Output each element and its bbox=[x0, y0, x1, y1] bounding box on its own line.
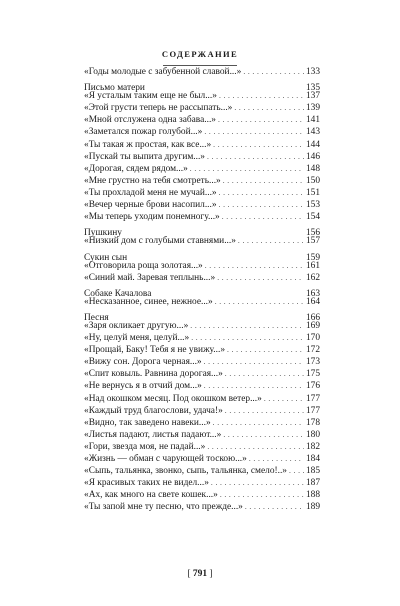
toc-dot-leader bbox=[218, 114, 304, 126]
toc-dot-leader bbox=[215, 296, 304, 308]
toc-entry-title: «Низкий дом с голубыми ставнями...» bbox=[84, 236, 236, 247]
toc-entry bbox=[84, 114, 320, 126]
toc-dot-leader bbox=[220, 489, 304, 501]
toc-entry bbox=[84, 489, 320, 501]
toc-entry-title: «Мы теперь уходим понемногу...» bbox=[84, 212, 220, 223]
toc-entry-title: «Дорогая, сядем рядом...» bbox=[84, 163, 188, 174]
toc-entry-page: 188 bbox=[305, 490, 320, 501]
toc-dot-leader bbox=[217, 272, 304, 284]
toc-entry-page: 150 bbox=[305, 175, 320, 186]
toc-entry-page: 137 bbox=[305, 91, 320, 102]
toc-entry-page: 139 bbox=[305, 103, 320, 114]
toc-dot-leader bbox=[213, 417, 304, 429]
toc-entry-page: 189 bbox=[305, 502, 320, 513]
toc-dot-leader bbox=[191, 332, 304, 344]
section-title: СОДЕРЖАНИЕ bbox=[161, 49, 239, 59]
toc-dot-leader bbox=[249, 453, 304, 465]
toc-entry bbox=[84, 175, 320, 187]
toc-dot-leader bbox=[219, 90, 304, 102]
toc-entry-page: 177 bbox=[305, 405, 320, 416]
toc-entry-title: «Листья падают, листья падают...» bbox=[84, 429, 222, 440]
toc-dot-leader bbox=[211, 477, 304, 489]
toc-entry bbox=[84, 368, 320, 380]
toc-entry-page: 166 bbox=[305, 312, 320, 323]
toc-entry-title: «Ты запой мне ту песню, что прежде...» bbox=[84, 502, 243, 513]
toc-entry-title: «Мной отслужена одна забава...» bbox=[84, 115, 216, 126]
toc-dot-leader bbox=[238, 235, 304, 247]
toc-entry bbox=[84, 308, 320, 323]
toc-entry-title: «Мне грустно на тебя смотреть...» bbox=[84, 175, 221, 186]
toc-entry-title: «Спит ковыль. Равнина дорогая...» bbox=[84, 369, 223, 380]
toc-dot-leader bbox=[190, 320, 304, 332]
toc-entry bbox=[84, 320, 320, 332]
toc-entry bbox=[84, 296, 320, 308]
toc-entry-page: 182 bbox=[305, 441, 320, 452]
toc-entry bbox=[84, 235, 320, 247]
page-number: 791 bbox=[192, 569, 208, 579]
toc-entry bbox=[84, 380, 320, 392]
toc-entry-title: «Заметался пожар голубой...» bbox=[84, 127, 203, 138]
toc-entry-title: «Заря окликает другую...» bbox=[84, 320, 189, 331]
toc-dot-leader bbox=[207, 441, 304, 453]
toc-entry-page: 184 bbox=[305, 454, 320, 464]
toc-entry bbox=[84, 247, 320, 263]
toc-entry-title: «Этой грусти теперь не рассыпать...» bbox=[84, 103, 233, 114]
left-bracket: [ bbox=[187, 569, 191, 579]
toc-entry bbox=[84, 284, 320, 299]
toc-entry bbox=[84, 90, 320, 102]
toc-dot-leader bbox=[219, 199, 304, 211]
toc-entry-title: «Сыпь, тальянка, звонко, сыпь, тальянка, смело!..» bbox=[84, 466, 287, 477]
toc-entry-page: 153 bbox=[305, 200, 320, 211]
toc-dot-leader bbox=[227, 344, 304, 356]
toc-entry bbox=[84, 417, 320, 429]
toc-entry bbox=[84, 223, 320, 239]
toc-dot-leader bbox=[124, 223, 304, 235]
toc-dot-leader bbox=[213, 139, 304, 151]
toc-entry-page: 161 bbox=[305, 260, 320, 271]
toc-entry bbox=[84, 501, 320, 513]
toc-entry bbox=[84, 477, 320, 489]
toc-entry bbox=[84, 429, 320, 441]
toc-dot-leader bbox=[264, 393, 304, 405]
toc-entry-title: Песня bbox=[84, 312, 109, 323]
toc-dot-leader bbox=[225, 405, 304, 417]
toc-dot-leader bbox=[190, 163, 304, 175]
toc-entry-title: «Прощай, Баку! Тебя я не увижу...» bbox=[84, 345, 226, 356]
toc-entry-title: «Не вернусь я в отчий дом...» bbox=[84, 381, 202, 392]
toc-entry-title: «Ну, целуй меня, целуй...» bbox=[84, 333, 190, 344]
toc-entry-page: 163 bbox=[305, 288, 320, 299]
toc-entry-page: 144 bbox=[305, 139, 320, 150]
toc-entry-title: «Годы молодые с забубенной славой...» bbox=[84, 67, 242, 77]
toc-entry-title: «Ты прохладой меня не мучай...» bbox=[84, 187, 217, 198]
toc-entry bbox=[84, 151, 320, 163]
toc-entry bbox=[84, 356, 320, 368]
toc-dot-leader bbox=[223, 175, 304, 187]
toc-entry-page: 178 bbox=[305, 417, 320, 428]
toc-dot-leader bbox=[243, 66, 304, 78]
toc-entry bbox=[84, 78, 320, 94]
toc-entry-title: Сукин сын bbox=[84, 252, 128, 263]
toc-entry bbox=[84, 441, 320, 453]
toc-entry-page: 185 bbox=[305, 466, 320, 477]
toc-entry-title: «Вижу сон. Дорога черная...» bbox=[84, 357, 202, 368]
toc-dot-leader bbox=[222, 211, 304, 223]
toc-dot-leader bbox=[219, 187, 304, 199]
toc-entry-page: 162 bbox=[305, 272, 320, 283]
toc-dot-leader bbox=[207, 151, 304, 163]
toc-entry bbox=[84, 139, 320, 151]
toc-entry-page: 141 bbox=[305, 115, 320, 126]
toc-entry-page: 177 bbox=[305, 393, 320, 404]
toc-entry-title: «Вечер черные брови насопил...» bbox=[84, 200, 217, 211]
toc-entry-title: «Над окошком месяц. Под окошком ветер...» bbox=[84, 393, 262, 404]
right-bracket: ] bbox=[209, 569, 213, 579]
toc-entry-title: «Ах, как много на свете кошек...» bbox=[84, 490, 218, 501]
toc-entry bbox=[84, 393, 320, 405]
toc-entry-title: «Жизнь — обман с чарующей тоскою...» bbox=[84, 454, 247, 464]
toc-entry-page: 156 bbox=[305, 228, 320, 239]
toc-entry-page: 187 bbox=[305, 478, 320, 489]
toc-dot-leader bbox=[129, 247, 304, 259]
toc-entry bbox=[84, 344, 320, 356]
toc-entry-title: «Отговорила роща золотая...» bbox=[84, 260, 203, 271]
running-header bbox=[0, 49, 400, 66]
toc-entry-page: 169 bbox=[305, 320, 320, 331]
toc-entry bbox=[84, 405, 320, 417]
toc-entry-title: «Я усталым таким еще не был...» bbox=[84, 91, 217, 102]
toc-dot-leader bbox=[223, 429, 304, 441]
toc-dot-leader bbox=[205, 260, 304, 272]
toc-entry-page: 170 bbox=[305, 333, 320, 344]
toc-entry bbox=[84, 187, 320, 199]
toc-entry bbox=[84, 272, 320, 284]
toc-dot-leader bbox=[289, 465, 304, 477]
toc-entry-page: 135 bbox=[305, 83, 320, 94]
toc-entry-title: «Пускай ты выпита другим...» bbox=[84, 151, 205, 162]
toc-entry-title: Письмо матери bbox=[84, 83, 145, 94]
table-of-contents bbox=[84, 66, 320, 513]
toc-entry bbox=[84, 102, 320, 114]
toc-dot-leader bbox=[153, 284, 304, 296]
toc-entry-page: 154 bbox=[305, 212, 320, 223]
toc-entry bbox=[84, 453, 320, 465]
toc-entry-title: Пушкину bbox=[84, 228, 122, 239]
toc-dot-leader bbox=[147, 78, 304, 90]
toc-entry-page: 143 bbox=[305, 127, 320, 138]
toc-entry-title: «Гори, звезда моя, не падай...» bbox=[84, 441, 206, 452]
toc-entry-page: 175 bbox=[305, 369, 320, 380]
toc-entry bbox=[84, 465, 320, 477]
toc-dot-leader bbox=[111, 308, 304, 320]
toc-entry-page: 180 bbox=[305, 429, 320, 440]
toc-entry bbox=[84, 163, 320, 175]
toc-entry-page: 133 bbox=[305, 67, 320, 77]
toc-dot-leader bbox=[204, 356, 304, 368]
toc-entry bbox=[84, 66, 320, 78]
toc-dot-leader bbox=[204, 126, 304, 138]
toc-entry-title: «Ты такая ж простая, как все...» bbox=[84, 139, 212, 150]
toc-dot-leader bbox=[204, 380, 304, 392]
toc-dot-leader bbox=[225, 368, 304, 380]
toc-entry-title: «Видно, так заведено навеки...» bbox=[84, 417, 211, 428]
toc-entry-page: 148 bbox=[305, 163, 320, 174]
toc-entry-title: Собаке Качалова bbox=[84, 288, 152, 299]
toc-entry-page: 172 bbox=[305, 345, 320, 356]
toc-entry bbox=[84, 126, 320, 138]
toc-entry-title: «Синий май. Заревая теплынь...» bbox=[84, 272, 216, 283]
page-footer bbox=[0, 569, 400, 579]
toc-entry-page: 173 bbox=[305, 357, 320, 368]
toc-entry-page: 146 bbox=[305, 151, 320, 162]
toc-entry-title: «Несказанное, синее, нежное...» bbox=[84, 296, 213, 307]
toc-entry bbox=[84, 332, 320, 344]
toc-entry bbox=[84, 199, 320, 211]
toc-entry-page: 159 bbox=[305, 252, 320, 263]
toc-entry-title: «Каждый труд благослови, удача!» bbox=[84, 405, 223, 416]
toc-entry bbox=[84, 260, 320, 272]
toc-dot-leader bbox=[245, 501, 304, 513]
toc-entry-page: 157 bbox=[305, 236, 320, 247]
toc-entry-page: 164 bbox=[305, 296, 320, 307]
toc-entry-title: «Я красивых таких не видел...» bbox=[84, 478, 209, 489]
toc-entry bbox=[84, 211, 320, 223]
toc-entry-page: 176 bbox=[305, 381, 320, 392]
toc-entry-page: 151 bbox=[305, 187, 320, 198]
toc-dot-leader bbox=[234, 102, 304, 114]
